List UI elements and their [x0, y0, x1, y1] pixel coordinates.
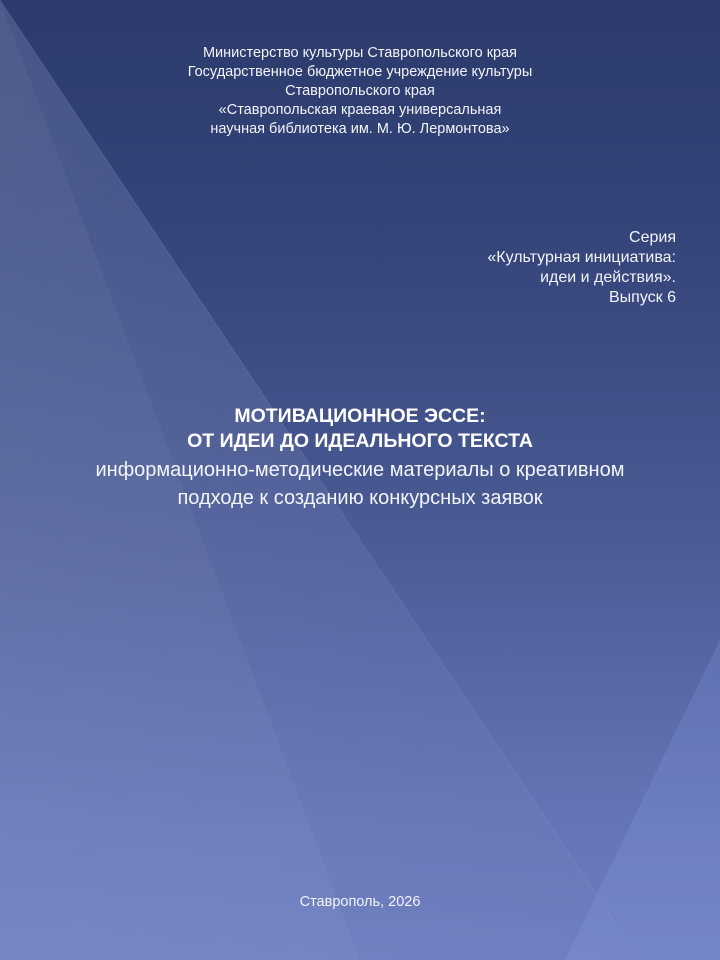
- series-name-line1: «Культурная инициатива:: [487, 249, 676, 266]
- header-line-library-name: «Ставропольская краевая универсальная: [218, 102, 502, 118]
- header-line-region: Ставропольского края: [285, 83, 435, 99]
- right-corner-shape: [565, 640, 720, 960]
- series-issue: Выпуск 6: [609, 289, 676, 306]
- series-block: [487, 228, 676, 308]
- series-name-line2: идеи и действия».: [540, 269, 676, 286]
- header-line-institution: Государственное бюджетное учреждение культуры: [187, 64, 533, 80]
- title-block: [60, 404, 660, 512]
- organization-header: [0, 44, 720, 139]
- header-line-ministry: Министерство культуры Ставропольского края: [202, 45, 518, 61]
- title-line-1: МОТИВАЦИОННОЕ ЭССЕ:: [234, 405, 486, 427]
- subtitle: информационно-методические материалы о креативном подходе к созданию конкурсных заявок: [95, 459, 625, 509]
- series-label: Серия: [629, 229, 676, 246]
- title-line-2: ОТ ИДЕИ ДО ИДЕАЛЬНОГО ТЕКСТА: [187, 430, 533, 452]
- place-year: Ставрополь, 2026: [299, 894, 421, 910]
- header-line-library-name-cont: научная библиотека им. М. Ю. Лермонтова»: [210, 121, 510, 137]
